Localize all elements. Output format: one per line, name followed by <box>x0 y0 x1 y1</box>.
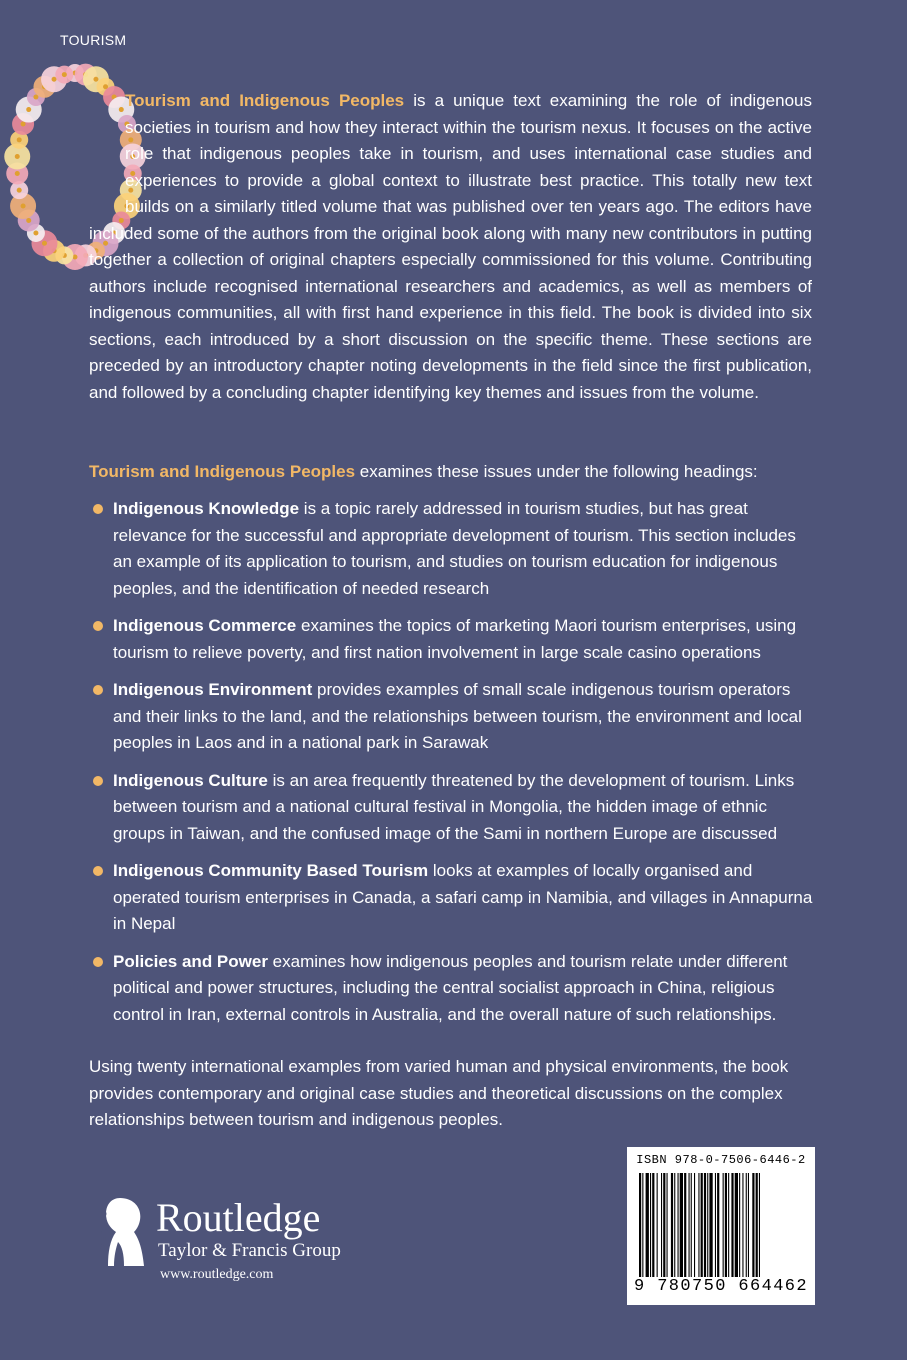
isbn-barcode <box>627 1147 815 1305</box>
publisher-group: Taylor & Francis Group <box>158 1240 341 1261</box>
heading-text: examines the topics of marketing Maori tourism enterprises, using tourism to relieve poverty, and first nation involvement in large scale casino operations <box>113 616 797 662</box>
barcode-bar <box>742 1173 743 1277</box>
barcode-bar <box>674 1173 675 1277</box>
bullet-icon <box>93 685 103 695</box>
barcode-bar <box>707 1173 708 1277</box>
barcode-bar <box>725 1173 727 1277</box>
barcode-bar <box>639 1173 641 1277</box>
barcode-bar <box>642 1173 643 1277</box>
intro-book-title: Tourism and Indigenous Peoples <box>125 91 405 110</box>
barcode-bar <box>759 1173 760 1277</box>
barcode-bar <box>701 1173 703 1277</box>
flower-center <box>17 188 22 193</box>
barcode-bar <box>650 1173 651 1277</box>
barcode-bar <box>646 1173 649 1277</box>
heading-term: Policies and Power <box>113 951 268 971</box>
list-item <box>89 613 819 666</box>
heading-term: Indigenous Community Based Tourism <box>113 861 429 880</box>
intro-text: is a unique text examining the role of indigenous societies in tourism and how they interact within the tourism nexus. It focuses on the active role that indigenous peoples take in tourism, and uses international case studies and experiences to provide a global context to illustrate best practice. This totally new text builds on a similarly titled volume that was published over ten years ago. The editors have included some of the authors from the original book along with many new contributors in putting together a collection of original chapters especially commissioned for this volume. Contributing authors include recognised international researchers and academics, as well as members of indigenous communities, all with first hand experience in this field. The book is divided into six sections, each introduced by a short discussion on the specific theme. These sections are preceded by an introductory chapter noting developments in the field since the first publication, and followed by a concluding chapter identifying key themes and issues from the volume. <box>89 91 812 402</box>
bullet-icon <box>93 866 103 876</box>
logo-vertical-text: ROUTLEDGE <box>98 1203 108 1261</box>
barcode-bar <box>678 1173 679 1277</box>
heading-term: Indigenous Environment <box>113 680 313 699</box>
isbn-number: ISBN 978-0-7506-6446-2 <box>636 1153 806 1167</box>
bullet-icon <box>93 957 103 967</box>
flower-center <box>62 72 67 77</box>
heading-term: Indigenous Culture <box>113 770 268 790</box>
barcode-bar <box>709 1173 712 1277</box>
barcode-icon <box>637 1173 805 1277</box>
barcode-bar <box>752 1173 754 1277</box>
barcode-bar <box>691 1173 692 1277</box>
publisher-name: Routledge <box>156 1195 321 1240</box>
flower-center <box>21 121 26 126</box>
barcode-bar <box>680 1173 683 1277</box>
barcode-bar <box>723 1173 724 1277</box>
barcode-bar <box>663 1173 665 1277</box>
barcode-bar <box>689 1173 690 1277</box>
barcode-bar <box>657 1173 658 1277</box>
flower-center <box>93 77 98 82</box>
lead-book-title: Tourism and Indigenous Peoples <box>89 462 356 481</box>
barcode-bar <box>704 1173 706 1277</box>
barcode-bar <box>735 1173 738 1277</box>
barcode-bar <box>671 1173 673 1277</box>
flower-center <box>17 137 22 142</box>
heading-term: Indigenous Commerce <box>113 616 297 635</box>
barcode-bar <box>652 1173 654 1277</box>
barcode-bar <box>748 1173 749 1277</box>
flower-center <box>33 230 38 235</box>
flower-center <box>42 241 47 246</box>
publisher-block <box>90 1192 390 1292</box>
barcode-bar <box>717 1173 719 1277</box>
barcode-bar <box>746 1173 747 1277</box>
barcode-bar <box>684 1173 686 1277</box>
flower-center <box>21 204 26 209</box>
list-item <box>89 496 819 602</box>
headings-list <box>89 496 819 1039</box>
heading-text: examines how indigenous peoples and tourism relate under different political and power structures, including the central socialist approach in China, religious control in Iran, external controls in Australia, and the overall nature of such relationships. <box>113 951 788 1024</box>
lead-text: examines these issues under the following headings: <box>355 462 758 481</box>
barcode-bar <box>756 1173 758 1277</box>
barcode-bar <box>731 1173 733 1277</box>
publisher-url: www.routledge.com <box>160 1267 274 1282</box>
flower-center <box>15 154 20 159</box>
flower-center <box>15 171 20 176</box>
flower-center <box>52 77 57 82</box>
category-label: TOURISM <box>60 32 127 48</box>
barcode-bar <box>661 1173 662 1277</box>
barcode-bar <box>728 1173 729 1277</box>
heading-text: looks at examples of locally organised and operated tourism enterprises in Canada, a safari camp in Namibia, and villages in Annapurna in Nepal <box>113 861 813 933</box>
list-item <box>89 858 819 938</box>
closing-paragraph: Using twenty international examples from varied human and physical environments, the book provides contemporary and original case studies and theoretical discussions on the complex relationships between tourism and indigenous peoples. <box>89 1057 789 1129</box>
list-item <box>89 768 819 848</box>
flower-center <box>26 107 31 112</box>
barcode-bar <box>667 1173 668 1277</box>
bullet-icon <box>93 621 103 631</box>
intro-paragraph <box>89 88 812 406</box>
list-item <box>89 677 819 757</box>
bullet-icon <box>93 776 103 786</box>
bullet-icon <box>93 504 103 514</box>
barcode-digits: 9 780750 664462 <box>633 1277 809 1296</box>
routledge-logo-icon <box>90 1192 150 1272</box>
heading-text: provides examples of small scale indigenous tourism operators and their links to the land, and the relationships between tourism, the environment and local peoples in Laos and in a national park in Sarawak <box>113 680 802 752</box>
heading-term: Indigenous Knowledge <box>113 499 300 518</box>
barcode-bar <box>715 1173 716 1277</box>
heading-text: is a topic rarely addressed in tourism studies, but has great relevance for the successful and appropriate development of tourism. This section includes an example of its application to tourism, and studies on tourism education for indigenous peoples, and the identification of needed research <box>113 499 796 598</box>
barcode-bar <box>694 1173 695 1277</box>
barcode-bar <box>698 1173 699 1277</box>
barcode-bar <box>739 1173 740 1277</box>
list-item <box>89 949 819 1029</box>
headings-lead <box>89 459 819 485</box>
heading-text: is an area frequently threatened by the development of tourism. Links between tourism and a national cultural festival in Mongolia, the hidden image of ethnic groups in Taiwan, and the confused image of the Sami in northern Europe are discussed <box>113 770 795 843</box>
flower-center <box>26 218 31 223</box>
